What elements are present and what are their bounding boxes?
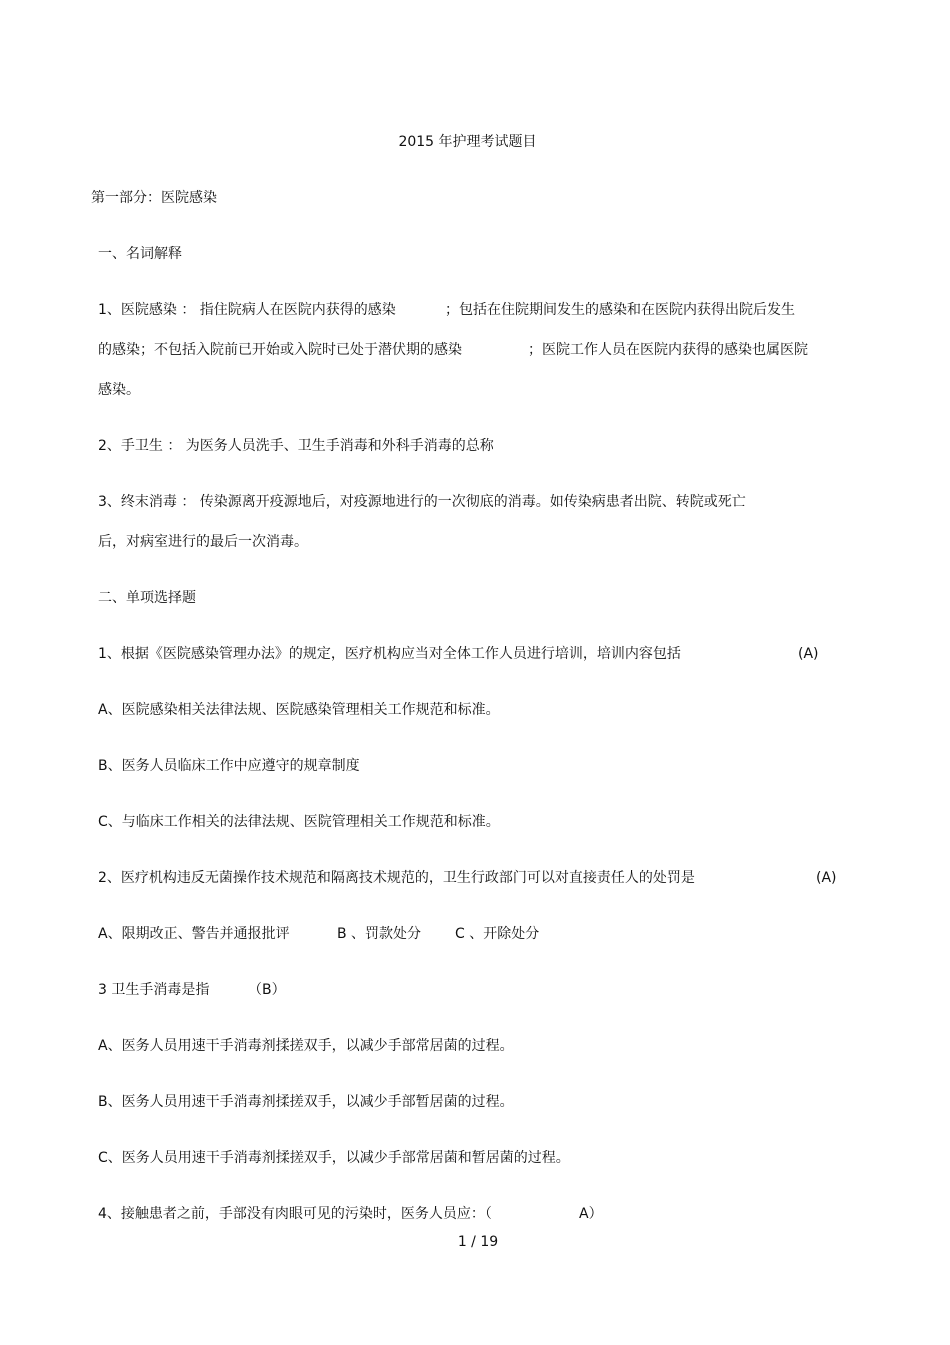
question-1-option-c: C、与临床工作相关的法律法规、医院管理相关工作规范和标准。 xyxy=(98,814,500,830)
definition-2: 2、手卫生 ： 为医务人员洗手、卫生手消毒和外科手消毒的总称 xyxy=(98,438,494,454)
definition-3-line-1: 3、终末消毒 ： 传染源离开疫源地后，对疫源地进行的一次彻底的消毒。如传染病患者出院、转院或死亡 xyxy=(98,494,746,510)
question-2: 2、医疗机构违反无菌操作技术规范和隔离技术规范的，卫生行政部门可以对直接责任人的处罚是 xyxy=(98,870,695,886)
definition-1-line-2b: ；医院工作人员在医院内获得的感染也属医院 xyxy=(528,342,808,358)
page-number: 1 / 19 xyxy=(457,1234,499,1250)
question-1-option-b: B、医务人员临床工作中应遵守的规章制度 xyxy=(98,758,360,774)
question-2-option-b: B 、罚款处分 xyxy=(337,926,422,942)
question-3-option-a: A、医务人员用速干手消毒剂揉搓双手，以减少手部常居菌的过程。 xyxy=(98,1038,514,1054)
question-1-answer: (A) xyxy=(798,646,819,662)
question-2-option-c: C 、开除处分 xyxy=(455,926,540,942)
question-3-option-c: C、医务人员用速干手消毒剂揉搓双手，以减少手部常居菌和暂居菌的过程。 xyxy=(98,1150,570,1166)
question-1-option-a: A、医院感染相关法律法规、医院感染管理相关工作规范和标准。 xyxy=(98,702,500,718)
question-4: 4、接触患者之前，手部没有肉眼可见的污染时，医务人员应：（ xyxy=(98,1206,492,1222)
question-2-answer: (A) xyxy=(816,870,837,886)
definition-1-line-3: 感染。 xyxy=(98,382,140,398)
document-title: 2015 年护理考试题目 xyxy=(398,134,537,150)
definition-3-line-2: 后，对病室进行的最后一次消毒。 xyxy=(98,534,308,550)
question-3-option-b: B、医务人员用速干手消毒剂揉搓双手，以减少手部暂居菌的过程。 xyxy=(98,1094,514,1110)
question-2-option-a: A、限期改正、警告并通报批评 xyxy=(98,926,290,942)
section-heading-choice: 二、单项选择题 xyxy=(98,590,196,606)
definition-1-line-2a: 的感染；不包括入院前已开始或入院时已处于潜伏期的感染 xyxy=(98,342,462,358)
question-3: 3 卫生手消毒是指 xyxy=(98,982,210,998)
part-heading: 第一部分：医院感染 xyxy=(91,190,217,206)
definition-1-line-1b: ；包括在住院期间发生的感染和在医院内获得出院后发生 xyxy=(445,302,795,318)
definition-1-line-1a: 1、医院感染 ： 指住院病人在医院内获得的感染 xyxy=(98,302,396,318)
question-1: 1、根据《医院感染管理办法》的规定，医疗机构应当对全体工作人员进行培训，培训内容包括 xyxy=(98,646,681,662)
question-3-answer: （B） xyxy=(248,982,286,998)
section-heading-definitions: 一、名词解释 xyxy=(98,246,182,262)
question-4-answer: A） xyxy=(579,1206,603,1222)
